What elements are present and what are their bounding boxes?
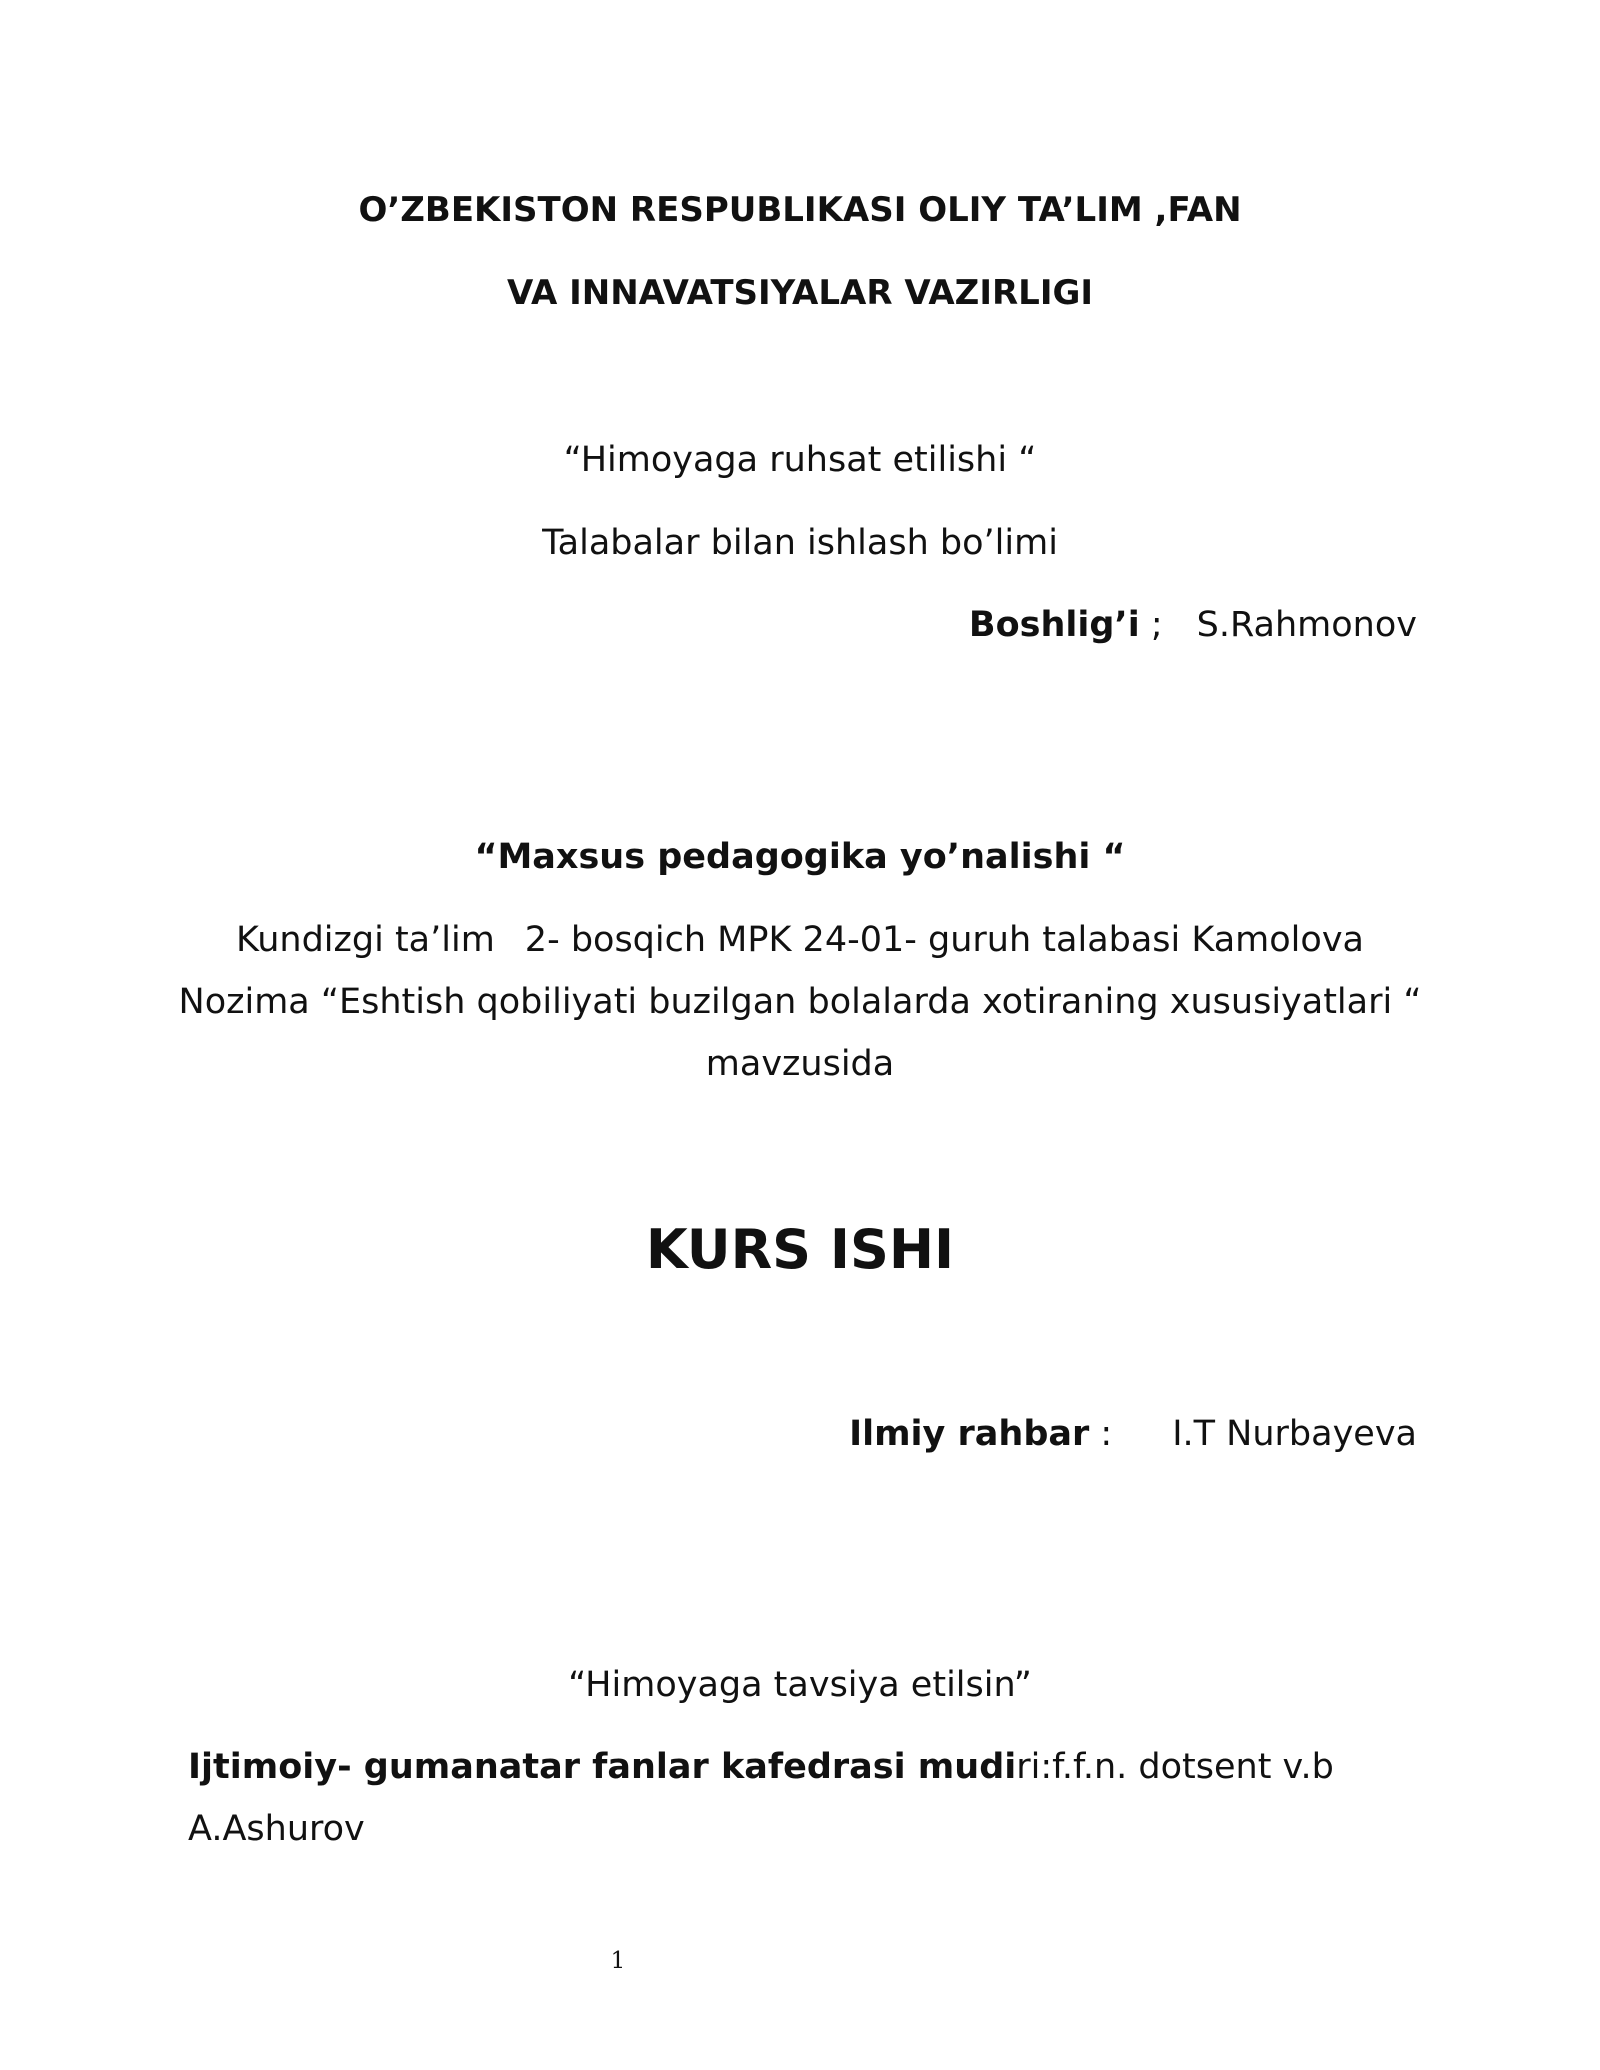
direction-title: “Maxsus pedagogika yo’nalishi “: [474, 837, 1126, 877]
approval-department: Talabalar bilan ishlash bo’limi: [542, 523, 1058, 563]
student-info-line-3: mavzusida: [705, 1044, 895, 1084]
department-head-bold: Ijtimoiy- gumanatar fanlar kafedrasi mudi: [188, 1747, 1017, 1787]
approval-head-label: Boshlig’i: [968, 605, 1140, 645]
supervisor-label: Ilmiy rahbar: [849, 1414, 1090, 1454]
approval-head-separator: ;: [1150, 605, 1163, 645]
student-info-line-2: Nozima “Eshtish qobiliyati buzilgan bolalarda xotiraning xususiyatlari “: [178, 982, 1422, 1022]
page-number: 1: [610, 1948, 626, 1974]
student-group: 2- bosqich MPK 24-01- guruh talabasi Kamolova: [524, 920, 1364, 960]
ministry-title-line-1: O’ZBEKISTON RESPUBLIKASI OLIY TA’LIM ,FAN: [358, 190, 1242, 230]
document-type-title: KURS ISHI: [645, 1218, 955, 1281]
recommendation-quote: “Himoyaga tavsiya etilsin”: [568, 1665, 1032, 1705]
supervisor: [849, 1414, 1417, 1454]
department-head-title: [188, 1747, 1334, 1787]
ministry-title-line-2: VA INNAVATSIYALAR VAZIRLIGI: [506, 273, 1094, 313]
approval-head: [969, 605, 1417, 645]
approval-quote: “Himoyaga ruhsat etilishi “: [563, 440, 1037, 480]
supervisor-name: I.T Nurbayeva: [1172, 1414, 1417, 1454]
supervisor-separator: :: [1100, 1414, 1113, 1454]
department-head-regular: ri:f.f.n. dotsent v.b: [1016, 1747, 1334, 1787]
student-info-line-1: [0, 920, 1600, 960]
study-form: Kundizgi ta’lim: [236, 920, 495, 960]
department-head-name: A.Ashurov: [188, 1809, 365, 1849]
approval-head-name: S.Rahmonov: [1196, 605, 1417, 645]
